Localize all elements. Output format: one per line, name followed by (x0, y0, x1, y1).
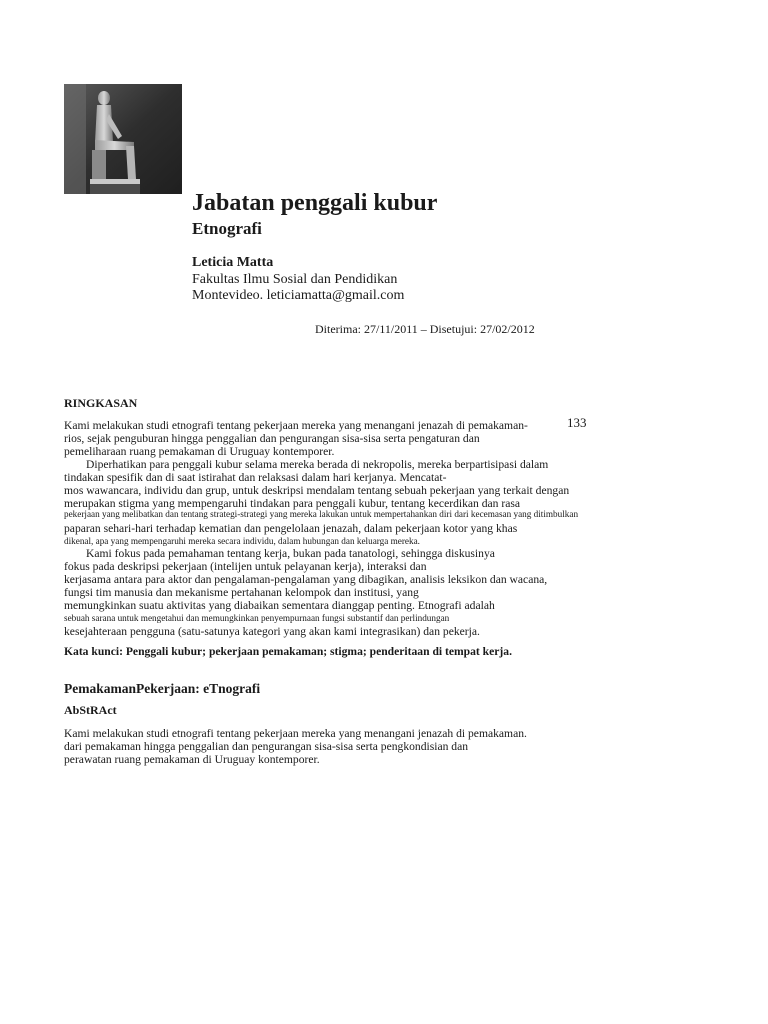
abstract-line: Kami melakukan studi etnografi tentang pekerjaan mereka yang menangani jenazah di pemakaman. (64, 727, 527, 740)
author-name: Leticia Matta (192, 255, 274, 270)
author-affiliation (192, 272, 404, 304)
ringkasan-line-small: sebuah sarana untuk mengetahui dan memungkinkan penyempurnaan fungsi substantif dan perlindungan (64, 613, 450, 623)
abstract-heading: AbStRAct (64, 703, 117, 717)
ringkasan-line: rios, sejak penguburan hingga penggalian dan pengurangan sisa-sisa serta pengaturan dan (64, 432, 480, 445)
ringkasan-line-small: dikenal, apa yang mempengaruhi mereka secara individu, dalam hubungan dan keluarga mereka. (64, 536, 420, 546)
ringkasan-line: kerjasama antara para aktor dan pengalaman-pengalaman yang dibagikan, analisis leksikon dan wacana, (64, 573, 548, 586)
submission-dates: Diterima: 27/11/2011 – Disetujui: 27/02/2012 (315, 322, 535, 336)
ringkasan-line: Kami fokus pada pemahaman tentang kerja, bukan pada tanatologi, sehingga diskusinya (86, 547, 495, 560)
keywords: Kata kunci: Penggali kubur; pekerjaan pemakaman; stigma; penderitaan di tempat kerja. (64, 645, 512, 658)
ringkasan-line: kesejahteraan pengguna (satu-satunya kategori yang akan kami integrasikan) dan pekerja. (64, 625, 480, 638)
english-title: PemakamanPekerjaan: eTnografi (64, 681, 261, 696)
ringkasan-heading: RINGKASAN (64, 396, 138, 410)
abstract-line: dari pemakaman hingga penggalian dan pengurangan sisa-sisa serta pengkondisian dan (64, 740, 469, 753)
ringkasan-line: Diperhatikan para penggali kubur selama mereka berada di nekropolis, mereka berpartisipasi dalam (86, 458, 549, 471)
page-number: 133 (567, 415, 587, 430)
ringkasan-line: fungsi tim manusia dan mekanisme pertahanan kelompok dan institusi, yang (64, 586, 419, 599)
ringkasan-line: paparan sehari-hari terhadap kematian dan pengelolaan jenazah, dalam pekerjaan kotor yang khas (64, 522, 518, 535)
ringkasan-line: Kami melakukan studi etnografi tentang pekerjaan mereka yang menangani jenazah di pemakaman- (64, 419, 528, 432)
paper-subtitle: Etnografi (192, 219, 262, 238)
ringkasan-line: merupakan stigma yang mempengaruhi tindakan para penggali kubur, tentang kecerdikan dan rasa (64, 497, 521, 510)
abstract-line: perawatan ruang pemakaman di Uruguay kontemporer. (64, 753, 320, 766)
cover-photo (64, 84, 182, 194)
ringkasan-line: fokus pada deskripsi pekerjaan (intelijen untuk pelayanan kerja), interaksi dan (64, 560, 427, 573)
paper-title: Jabatan penggali kubur (192, 190, 438, 216)
affiliation-line-2: Montevideo. leticiamatta@gmail.com (192, 288, 405, 303)
ringkasan-line: tindakan spesifik dan di saat istirahat dan relaksasi dalam hari kerjanya. Mencatat- (64, 471, 447, 484)
affiliation-line-1: Fakultas Ilmu Sosial dan Pendidikan (192, 272, 398, 287)
seated-figure-image (64, 84, 182, 194)
ringkasan-line: pemeliharaan ruang pemakaman di Uruguay kontemporer. (64, 445, 335, 458)
ringkasan-line: memungkinkan suatu aktivitas yang diabaikan sementara dianggap penting. Etnografi adalah (64, 599, 495, 612)
ringkasan-line-small: pekerjaan yang melibatkan dan tentang strategi-strategi yang mereka lakukan untuk mempertahankan diri dari kecemasan yang ditimbulkan (64, 509, 579, 519)
ringkasan-line: mos wawancara, individu dan grup, untuk deskripsi mendalam tentang sebuah pekerjaan yang terkait dengan (64, 484, 570, 497)
